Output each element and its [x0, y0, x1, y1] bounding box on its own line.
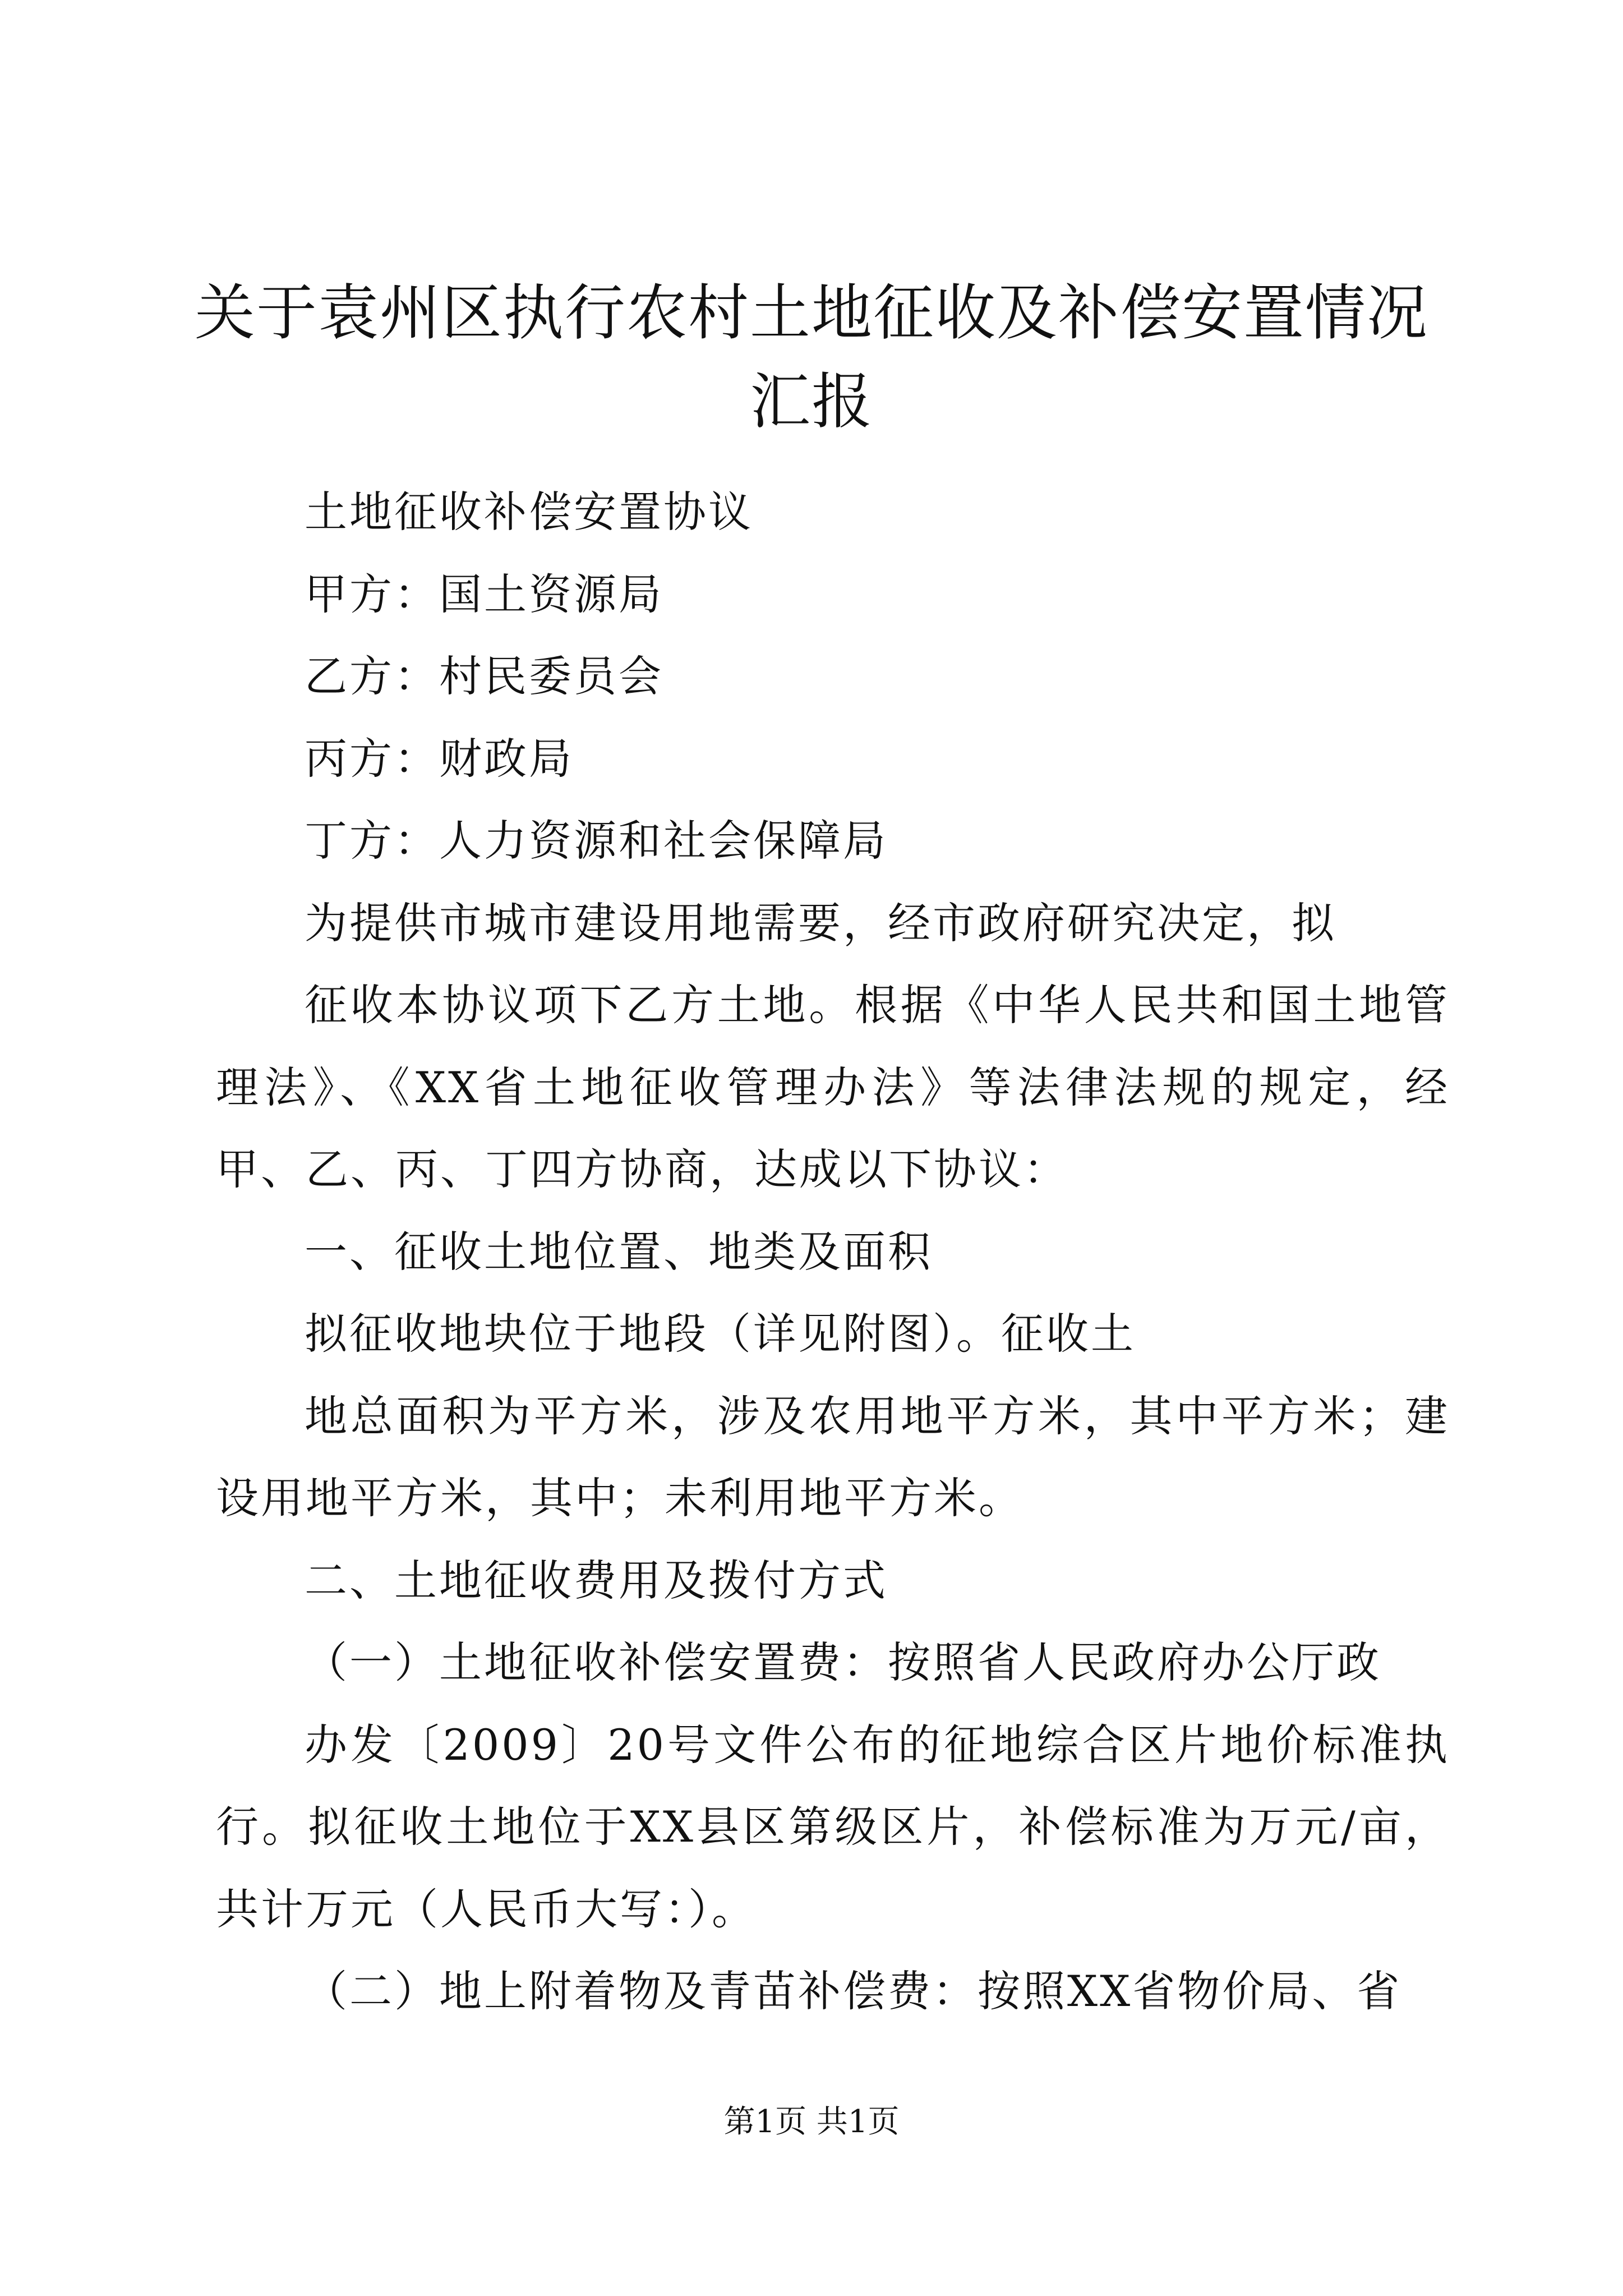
paragraph-legal-basis: 征收本协议项下乙方土地。根据《中华人民共和国土地管理法》、《XX省土地征收管理办法》等法律法规的规定，经甲、乙、丙、丁四方协商，达成以下协议： [216, 980, 1450, 1194]
agreement-heading: 土地征收补偿安置协议 [305, 487, 753, 537]
paragraph-purpose: 为提供市城市建设用地需要，经市政府研究决定，拟 [305, 898, 1336, 948]
section-heading-1: 一、征收土地位置、地类及面积 [305, 1226, 933, 1277]
party-c: 丙方：财政局 [305, 733, 574, 784]
party-d: 丁方：人力资源和社会保障局 [305, 816, 888, 866]
title-line-2: 汇报 [749, 367, 873, 437]
paragraph-compensation-2: （二）地上附着物及青苗补偿费：按照XX省物价局、省 [305, 1966, 1402, 2016]
party-b: 乙方：村民委员会 [305, 651, 663, 701]
paragraph-location: 拟征收地块位于地段（详见附图）。征收土 [305, 1309, 1136, 1359]
page-footer: 第1页 共1页 [723, 2104, 900, 2140]
paragraph-compensation-standard: 办发〔2009〕20号文件公布的征地综合区片地价标准执行。拟征收土地位于XX县区第级区片，补偿标准为万元/亩，共计万元（人民币大写：）。 [216, 1719, 1450, 1934]
document-title [168, 269, 1455, 447]
title-line-1: 关于袁州区执行农村土地征收及补偿安置情况 [194, 278, 1428, 348]
section-heading-2: 二、土地征收费用及拨付方式 [305, 1555, 888, 1605]
paragraph-compensation-1: （一）土地征收补偿安置费：按照省人民政府办公厅政 [305, 1637, 1381, 1687]
paragraph-area: 地总面积为平方米，涉及农用地平方米，其中平方米；建设用地平方米，其中；未利用地平方米。 [216, 1391, 1450, 1523]
party-a: 甲方：国土资源局 [305, 569, 663, 619]
document-body [216, 471, 1450, 2033]
